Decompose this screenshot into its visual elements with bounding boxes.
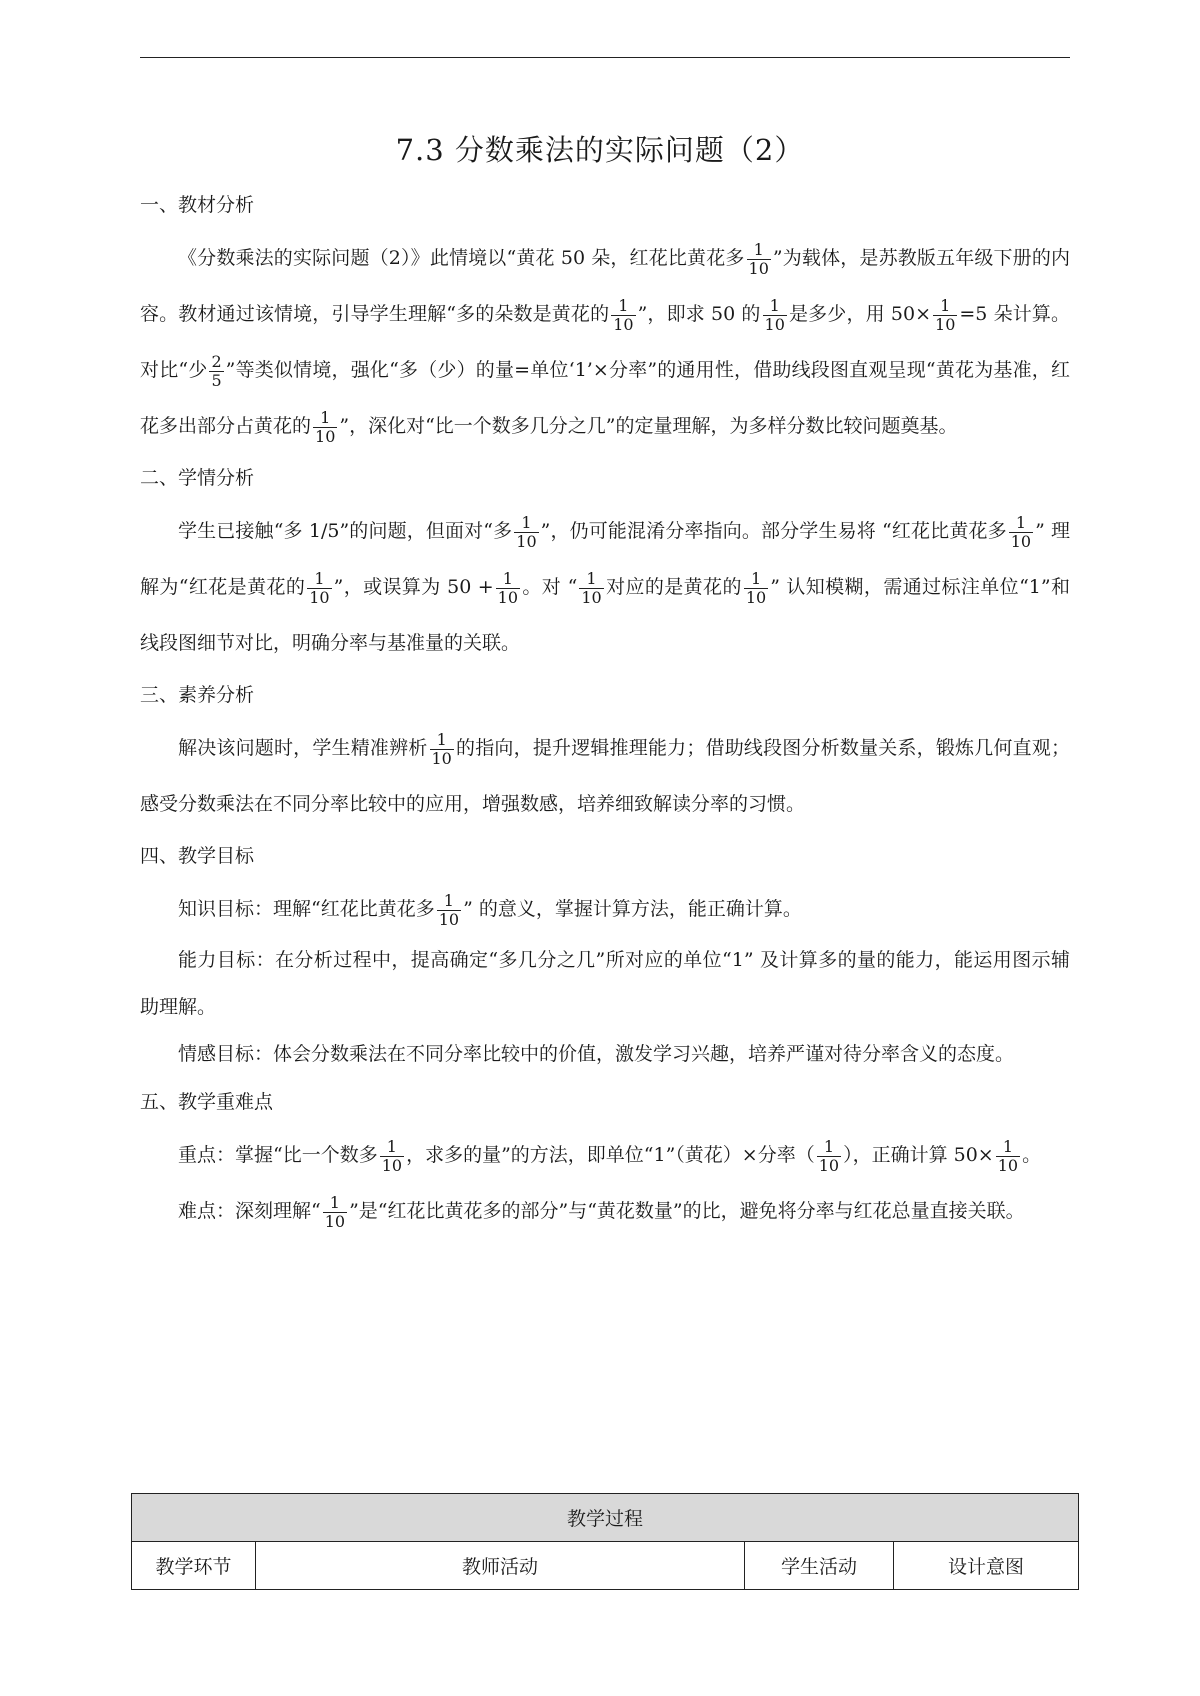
paragraph-literacy-analysis [140, 720, 1070, 832]
table-header-row [132, 1542, 1079, 1590]
column-header: 教学环节 [132, 1542, 256, 1590]
text-run: 重点：掌握“比一个数多 [178, 1144, 378, 1166]
table-caption-row [132, 1494, 1079, 1542]
fraction: $\frac{1}{10}$ [818, 1136, 840, 1175]
text-run: 《分数乘法的实际问题（2）》此情境以“黄花 50 朵，红花比黄花多 [178, 247, 745, 269]
page-title: 7.3 分数乘法的实际问题（2） [395, 133, 805, 167]
text-run: ”为载体，是苏教版五年级下册的内容。教材通过该情境，引导学生理解“多的朵数是黄花的 [140, 247, 1071, 325]
text-run: ”等类似情境，强化“多（少）的量=单位‘1’×分率”的通用性，借助线段图直观呈现“黄花为基准，红花多出部分占黄花的 [140, 359, 1070, 437]
section-heading-4: 四、教学目标 [140, 845, 255, 867]
text-run: ”是“红花比黄花多的部分”与“黄花数量”的比，避免将分率与红花总量直接关联。 [349, 1200, 1025, 1222]
fraction: $\frac{2}{5}$ [211, 351, 222, 390]
paragraph-knowledge-goal [140, 881, 1070, 937]
table-caption: 教学过程 [132, 1494, 1079, 1542]
text-run: ”，仍可能混淆分率指向。部分学生易将 “红花比黄花多 [540, 520, 1007, 542]
fraction: $\frac{1}{10}$ [324, 1192, 346, 1231]
section-heading-2: 二、学情分析 [140, 467, 255, 489]
text-run: 对应的是黄花的 [605, 576, 742, 598]
fraction: $\frac{1}{10}$ [438, 890, 460, 929]
fraction: $\frac{1}{10}$ [431, 729, 452, 768]
text-run: 学生已接触“多 1/5”的问题，但面对“多 [178, 520, 513, 542]
fraction: $\frac{1}{10}$ [516, 512, 537, 551]
fraction: $\frac{1}{10}$ [315, 407, 336, 446]
fraction: $\frac{1}{10}$ [764, 295, 785, 334]
paragraph-key-point [140, 1127, 1070, 1183]
fraction: $\frac{1}{10}$ [748, 239, 769, 278]
paragraph-textbook-analysis [140, 230, 1070, 454]
column-header: 设计意图 [894, 1542, 1079, 1590]
text-run: ”，或误算为 50 + [333, 576, 494, 598]
fraction: $\frac{1}{10}$ [497, 568, 519, 607]
section-heading-1: 一、教材分析 [140, 194, 255, 216]
fraction: $\frac{1}{10}$ [745, 568, 767, 607]
paragraph-emotion-goal: 情感目标：体会分数乘法在不同分率比较中的价值，激发学习兴趣，培养严谨对待分率含义的态度。 [178, 1043, 1015, 1065]
fraction: $\frac{1}{10}$ [581, 568, 602, 607]
text-run: 的指向，提升逻辑推理能力；借助线段图分析数量关系，锻炼几何直观；感受分数乘法在不同分率比较中的应用，增强数感，培养细致解读分率的习惯。 [140, 737, 1070, 815]
fraction: $\frac{1}{10}$ [935, 295, 956, 334]
text-run: ” 理解为“红花是黄花的 [140, 520, 1071, 598]
text-run: ” 的意义，掌握计算方法，能正确计算。 [463, 898, 802, 920]
text-run: 是多少，用 50× [788, 303, 932, 325]
fraction: $\frac{1}{10}$ [613, 295, 634, 334]
text-run: ，求多的量”的方法，即单位“1”（黄花）×分率（ [406, 1144, 815, 1166]
text-run: ），正确计算 50× [843, 1144, 994, 1166]
fraction: $\frac{1}{10}$ [1010, 512, 1032, 551]
text-run: 。 [1022, 1144, 1042, 1166]
section-heading-5: 五、教学重难点 [140, 1091, 274, 1113]
fraction: $\frac{1}{10}$ [381, 1136, 403, 1175]
text-run: 知识目标：理解“红花比黄花多 [178, 898, 435, 920]
fraction: $\frac{1}{10}$ [997, 1136, 1019, 1175]
header-rule [140, 57, 1070, 58]
paragraph-difficult-point [140, 1183, 1070, 1239]
document-body [140, 185, 1070, 1239]
text-run: 难点：深刻理解“ [178, 1200, 321, 1222]
column-header: 教师活动 [256, 1542, 745, 1590]
text-run: =5 朵计算。对比“少 [140, 303, 1070, 381]
text-run: 解决该问题时，学生精准辨析 [178, 737, 428, 759]
teaching-process-table [131, 1493, 1079, 1590]
paragraph-ability-goal: 能力目标：在分析过程中，提高确定“多几分之几”所对应的单位“1” 及计算多的量的能力，能运用图示辅助理解。 [140, 949, 1070, 1018]
text-run: ”，即求 50 的 [637, 303, 761, 325]
text-run: 。对 “ [522, 576, 578, 598]
section-heading-3: 三、素养分析 [140, 684, 255, 706]
column-header: 学生活动 [745, 1542, 894, 1590]
fraction: $\frac{1}{10}$ [309, 568, 330, 607]
text-run: ”，深化对“比一个数多几分之几”的定量理解，为多样分数比较问题奠基。 [339, 415, 958, 437]
text-run: ” 认知模糊，需通过标注单位“1”和线段图细节对比，明确分率与基准量的关联。 [140, 576, 1070, 654]
paragraph-student-analysis [140, 503, 1070, 671]
